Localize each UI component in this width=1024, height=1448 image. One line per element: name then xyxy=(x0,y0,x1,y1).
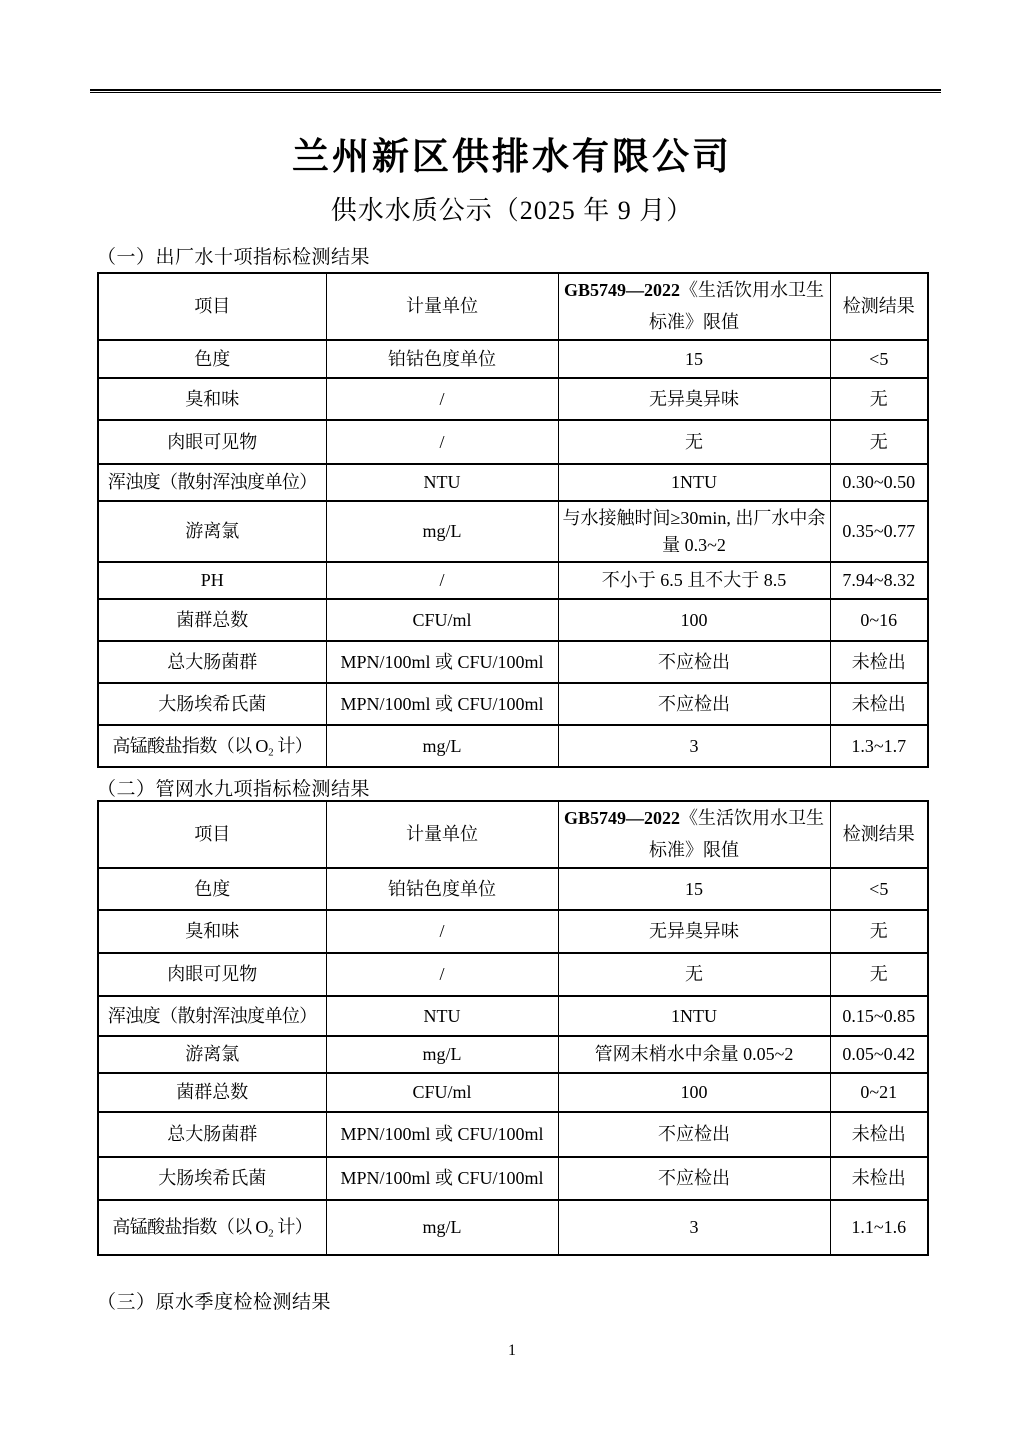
cell-unit: CFU/ml xyxy=(326,599,558,641)
cell-item: 浑浊度（散射浑浊度单位） xyxy=(98,996,326,1036)
cell-item: 色度 xyxy=(98,340,326,378)
cell-limit: 15 xyxy=(558,340,830,378)
cell-unit: mg/L xyxy=(326,501,558,562)
cell-result: 无 xyxy=(830,953,928,996)
cell-result: 无 xyxy=(830,910,928,953)
table-row xyxy=(98,683,928,725)
table-row xyxy=(98,501,928,562)
cell-unit: NTU xyxy=(326,464,558,501)
cell-limit: 管网末梢水中余量 0.05~2 xyxy=(558,1036,830,1073)
table-row xyxy=(98,420,928,464)
cell-result: 0.05~0.42 xyxy=(830,1036,928,1073)
cell-result: 0~16 xyxy=(830,599,928,641)
cell-limit: 无 xyxy=(558,953,830,996)
cell-limit: 15 xyxy=(558,868,830,910)
cell-item: 高锰酸盐指数（以 O₂ 计） xyxy=(98,725,326,767)
table-row xyxy=(98,1112,928,1157)
cell-result: 未检出 xyxy=(830,1112,928,1157)
cell-item: 大肠埃希氏菌 xyxy=(98,683,326,725)
cell-result: 未检出 xyxy=(830,641,928,683)
factory-water-table xyxy=(97,272,929,768)
cell-item: 游离氯 xyxy=(98,501,326,562)
table-row xyxy=(98,1073,928,1112)
standard-code: GB5749—2022 xyxy=(563,808,680,828)
cell-unit: / xyxy=(326,910,558,953)
cell-unit: MPN/100ml 或 CFU/100ml xyxy=(326,1112,558,1157)
cell-result: <5 xyxy=(830,868,928,910)
cell-unit: MPN/100ml 或 CFU/100ml xyxy=(326,683,558,725)
cell-unit: 铂钴色度单位 xyxy=(326,868,558,910)
cell-limit: 不应检出 xyxy=(558,1157,830,1200)
table-row xyxy=(98,378,928,420)
section-3-heading: （三）原水季度检检测结果 xyxy=(97,1292,332,1313)
col-header-result: 检测结果 xyxy=(830,801,928,868)
cell-limit: 1NTU xyxy=(558,996,830,1036)
col-header-result: 检测结果 xyxy=(830,273,928,340)
col-header-unit: 计量单位 xyxy=(326,801,558,868)
table-row xyxy=(98,868,928,910)
cell-limit: 与水接触时间≥30min, 出厂水中余量 0.3~2 xyxy=(558,501,830,562)
table-row xyxy=(98,562,928,599)
col-header-limit xyxy=(558,801,830,868)
col-header-limit xyxy=(558,273,830,340)
table-row xyxy=(98,996,928,1036)
cell-item: 高锰酸盐指数（以 O₂ 计） xyxy=(98,1200,326,1255)
cell-unit: CFU/ml xyxy=(326,1073,558,1112)
cell-item: 总大肠菌群 xyxy=(98,641,326,683)
cell-unit: 铂钴色度单位 xyxy=(326,340,558,378)
cell-item: 浑浊度（散射浑浊度单位） xyxy=(98,464,326,501)
cell-item: 肉眼可见物 xyxy=(98,953,326,996)
cell-item: 菌群总数 xyxy=(98,1073,326,1112)
cell-unit: MPN/100ml 或 CFU/100ml xyxy=(326,1157,558,1200)
table-row xyxy=(98,1157,928,1200)
cell-item: 臭和味 xyxy=(98,378,326,420)
cell-unit: / xyxy=(326,562,558,599)
cell-item: 菌群总数 xyxy=(98,599,326,641)
cell-unit: / xyxy=(326,378,558,420)
cell-limit: 100 xyxy=(558,599,830,641)
table-row xyxy=(98,1200,928,1255)
table-header-row xyxy=(98,801,928,868)
cell-unit: / xyxy=(326,420,558,464)
cell-limit: 不应检出 xyxy=(558,641,830,683)
section-1-heading: （一）出厂水十项指标检测结果 xyxy=(97,247,371,268)
cell-limit: 无 xyxy=(558,420,830,464)
col-header-item: 项目 xyxy=(98,273,326,340)
cell-limit: 1NTU xyxy=(558,464,830,501)
table-row xyxy=(98,910,928,953)
cell-unit: NTU xyxy=(326,996,558,1036)
cell-result: 0.30~0.50 xyxy=(830,464,928,501)
col-header-item: 项目 xyxy=(98,801,326,868)
header-rule xyxy=(90,89,941,93)
cell-result: <5 xyxy=(830,340,928,378)
cell-result: 未检出 xyxy=(830,1157,928,1200)
standard-code: GB5749—2022 xyxy=(563,280,680,300)
cell-item: 色度 xyxy=(98,868,326,910)
pipe-network-water-table xyxy=(97,800,929,1256)
cell-item: 大肠埃希氏菌 xyxy=(98,1157,326,1200)
cell-item: 臭和味 xyxy=(98,910,326,953)
cell-item: PH xyxy=(98,562,326,599)
cell-limit: 100 xyxy=(558,1073,830,1112)
table-row xyxy=(98,1036,928,1073)
table-row xyxy=(98,641,928,683)
cell-limit: 不应检出 xyxy=(558,683,830,725)
cell-unit: / xyxy=(326,953,558,996)
cell-result: 0~21 xyxy=(830,1073,928,1112)
table-row xyxy=(98,953,928,996)
cell-limit: 3 xyxy=(558,1200,830,1255)
cell-unit: mg/L xyxy=(326,1200,558,1255)
col-header-unit: 计量单位 xyxy=(326,273,558,340)
document-title: 兰州新区供排水有限公司 xyxy=(292,137,732,178)
cell-result: 1.3~1.7 xyxy=(830,725,928,767)
table-header-row xyxy=(98,273,928,340)
cell-limit: 不应检出 xyxy=(558,1112,830,1157)
cell-result: 未检出 xyxy=(830,683,928,725)
cell-unit: mg/L xyxy=(326,725,558,767)
standard-name: 《生活饮用水卫生标准》限值 xyxy=(649,280,824,332)
cell-result: 0.15~0.85 xyxy=(830,996,928,1036)
cell-item: 肉眼可见物 xyxy=(98,420,326,464)
cell-result: 0.35~0.77 xyxy=(830,501,928,562)
cell-item: 游离氯 xyxy=(98,1036,326,1073)
cell-result: 7.94~8.32 xyxy=(830,562,928,599)
cell-result: 无 xyxy=(830,378,928,420)
cell-unit: mg/L xyxy=(326,1036,558,1073)
table-row xyxy=(98,464,928,501)
page-number: 1 xyxy=(508,1342,516,1359)
cell-limit: 3 xyxy=(558,725,830,767)
cell-limit: 不小于 6.5 且不大于 8.5 xyxy=(558,562,830,599)
table-row xyxy=(98,599,928,641)
section-2-heading: （二）管网水九项指标检测结果 xyxy=(97,779,371,800)
document-subtitle: 供水水质公示（2025 年 9 月） xyxy=(330,196,694,225)
table-row xyxy=(98,725,928,767)
cell-limit: 无异臭异味 xyxy=(558,910,830,953)
cell-unit: MPN/100ml 或 CFU/100ml xyxy=(326,641,558,683)
standard-name: 《生活饮用水卫生标准》限值 xyxy=(649,808,824,860)
cell-item: 总大肠菌群 xyxy=(98,1112,326,1157)
cell-result: 无 xyxy=(830,420,928,464)
cell-result: 1.1~1.6 xyxy=(830,1200,928,1255)
cell-limit: 无异臭异味 xyxy=(558,378,830,420)
table-row xyxy=(98,340,928,378)
